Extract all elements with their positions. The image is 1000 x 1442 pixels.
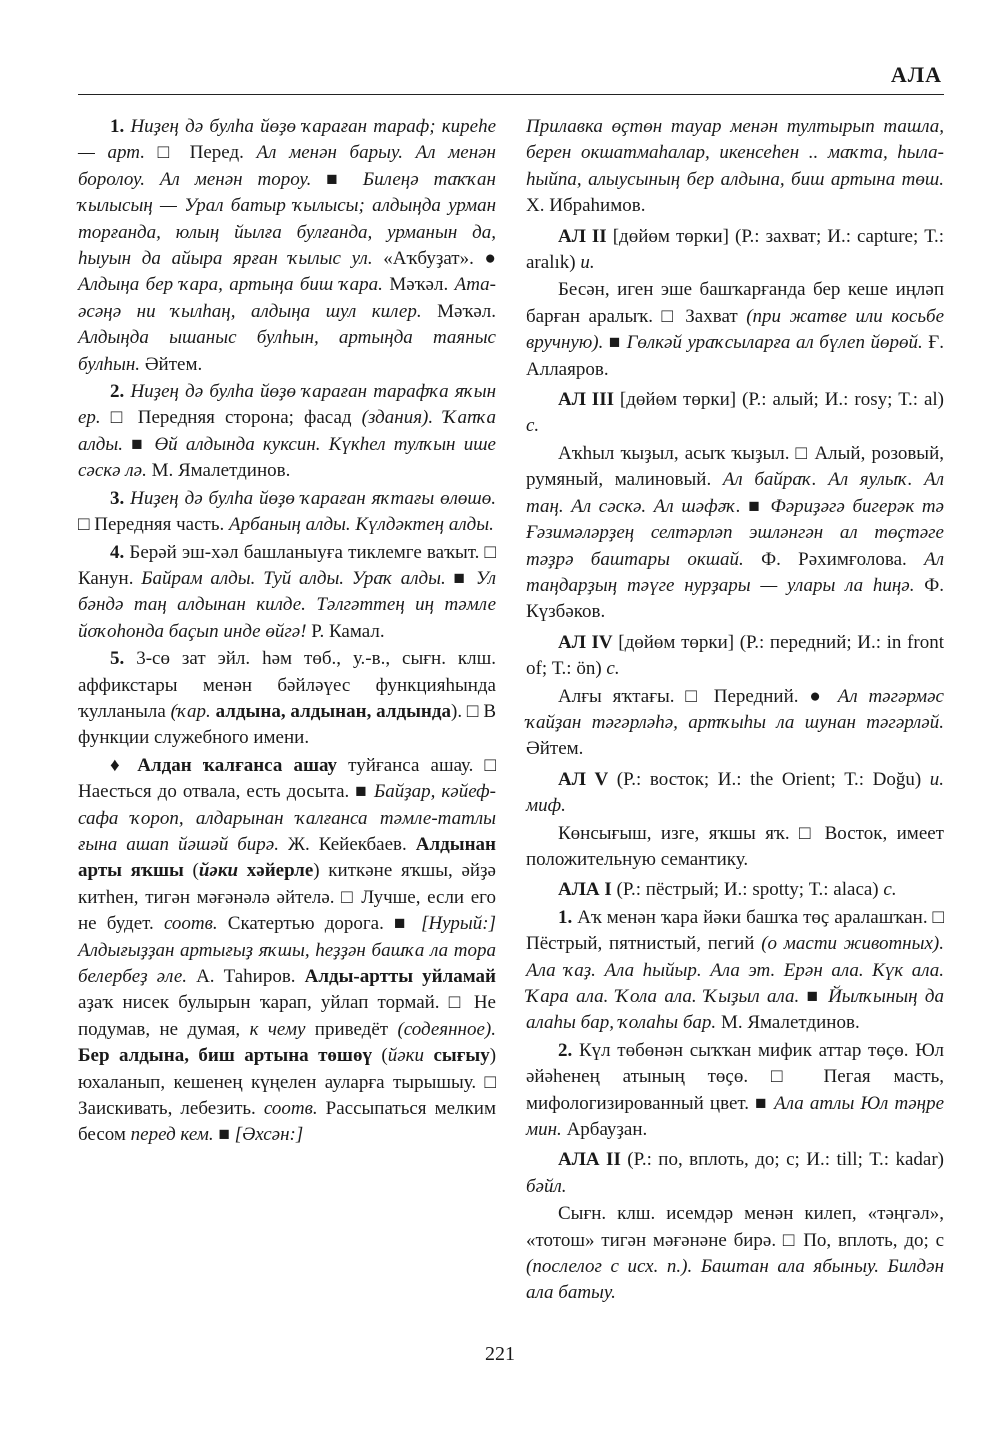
entry-al-2-def: Бесән, иген эше башҡарғанда бер кеше иңләп барған аралыҡ. □ Захват (при жатве или косьбе вручную). ■ Гөлкәй ураҡсыларға ал бүлеп йөрөй. Ғ. Аллаяров.: [526, 279, 945, 380]
entry-ala-2-def: Сығн. клш. исемдәр менән килеп, «тәңгәл», «тотош» тигән мәғәнәне бирә. □ По, вплоть, до; с (послелог с исх. п.). Баштан ала ябыныу. Билдән ала батыу.: [526, 1203, 944, 1304]
entry-al-4-def: Алғы яҡтағы. □ Передний. ● Ал тәгәрмәс ҡайҙан тәгәрләһә, артҡыһы ла шунан тәгәрләй. Әйтем.: [526, 685, 944, 760]
continuation: Прилавка өҫтөн тауар менән тултырып ташла, берен окшатмаһалар, икенсеһен .. маҡта, һыла-һыйпа, алыусының бер алдына, биш артына төш. Х. Ибраһимов.: [526, 116, 944, 217]
entry-al-3: АЛ III [дөйөм төрки] (Р.: алый; И.: rosy; Т.: al) с.: [526, 389, 944, 437]
sense-3: 3. Ниҙең дә булһа йөҙө ҡараған яҡтағы өлөшө. □ Передняя часть. Арбаның алды. Күлдәктең алды.: [78, 487, 496, 536]
entry-al-5: АЛ V (Р.: восток; И.: the Orient; Т.: Doğu) и. миф.: [526, 768, 944, 817]
sense-2: 2. Ниҙең дә булһа йөҙө ҡараған тарафҡа яҡын ер. □ Передняя сторона; фасад (здания). Ҡапҡа алды. ■ Өй алдында куксин. Күкһел тулҡын ише сәскә лә. М. Ямалетдинов.: [78, 381, 496, 482]
entry-ala-2: АЛА II (Р.: по, вплоть, до; с; И.: till; Т.: kadar) бәйл.: [526, 1149, 945, 1197]
idiom-block: ♦ Алдан ҡалғанса ашау туйғанса ашау. □ Наесться до отвала, есть досыта. ■ Байҙар, кәйеф-сафа ҡороп, алдарынан ҡалғанса тәмле-татлы ғына ашап йәшәй бирә. Ж. Кейекбаев. Алдынан арты яҡшы (йәки хәйерле) киткәне яҡшы, әйҙә китһен, тигән мәғәнәлә әйтелә. □ Лучше, если его не будет. соотв. Скатертью дорога. ■ [Нурый:] Алдығыҙҙан артығыҙ яҡшы, һеҙҙән башҡа ла тора белербеҙ әле. А. Таһиров. Алды-артты уйламай аҙаҡ нисек булырын ҡарап, уйлап тормай. □ Не подумав, не думая, к чему приведёт (содеянное). Бер алдына, биш артына төшөү (йәки сығыу) юхаланып, кешенең күңелен ауларға тырышыу. □ Заискивать, лебезить. соотв. Рассыпаться мелким бесом перед кем. ■ [Әхсән:]: [78, 754, 497, 1146]
sense-4: 4. Берәй эш-хәл башланыуға тиклемге ваҡыт. □ Канун. Байрам алды. Туй алды. Ураҡ алды. ■ Ул бәндә таң алдынан килде. Тәлгәттең иң тәмле йоҡоһонда баҫып инде өйгә! Р. Камал.: [78, 541, 496, 642]
page-number: 221: [485, 1343, 515, 1365]
entry-al-3-def: Аҡһыл ҡыҙыл, асыҡ ҡыҙыл. □ Алый, розовый, румяный, малиновый. Ал байраҡ. Ал яулыҡ. Ал таң. Ал сәскә. Ал шәфәҡ. ■ Фәриҙәгә бигерәк тә Ғәзимәләрҙең селтәрләп эшләнгән ал төҫтәге тәҙрә баштары окшай. Ф. Рәхимғолова. Ал таңдарҙың тәүге нурҙары — улары ла һиңә. Ф. Күзбәков.: [526, 442, 944, 623]
entry-al-2: АЛ II [дөйөм төрки] (Р.: захват; И.: capture; Т.: aralık) и.: [526, 225, 944, 274]
running-head: АЛА: [890, 62, 942, 87]
entry-al-4: АЛ IV [дөйөм төрки] (Р.: передний; И.: in front of; Т.: ön) с.: [526, 631, 944, 680]
sense-1: 1. Ниҙең дә булһа йөҙө ҡараған тараф; киреһе — арт. □ Перед. Ал менән барыу. Ал менән боролоу. Ал менән тороу. ■ Билеңә таҡҡан ҡылысың — Урал батыр ҡылысы; алдыңда урман торғанда, юлың йылға булғанда, урманын да, һыуын да айыра ярған ҡылыс ул. «Аҡбуҙат». ● Алдыңа бер ҡара, артыңа биш ҡара. Мәҡәл. Ата-әсәңә ни ҡылһаң, алдыңа шул килер. Мәҡәл. Алдыңда ышаныс булһын, артыңда таяныс булһын. Әйтем.: [78, 116, 497, 375]
entry-ala-1-sense-1: 1. Аҡ менән ҡара йәки башҡа төҫ аралашҡан. □ Пёстрый, пятнистый, пегий (о масти животных). Ала ҡаҙ. Ала һыйыр. Ала эт. Ерән ала. Күк ала. Ҡара ала. Ҡола ала. Ҡыҙыл ала. ■ Йылҡының да алаһы бар, ҡолаһы бар. М. Ямалетдинов.: [526, 906, 945, 1034]
entry-ala-1-sense-2: 2. Күл төбөнән сыҡҡан мифик аттар төҫө. Юл әйәһенең атының төҫө. □ Пегая масть, мифологизированный цвет. ■ Ала атлы Юл тәңре мин. Арбауҙан.: [526, 1039, 944, 1141]
entry-al-5-def: Көнсығыш, изге, яҡшы яҡ. □ Восток, имеет положительную семантику.: [526, 822, 944, 870]
entry-ala-1: АЛА I (Р.: пёстрый; И.: spotty; Т.: alaca) с.: [558, 879, 897, 901]
sense-5: 5. 3-сө зат эйл. һәм төб., у.-в., сығн. клш. аффикстары менән бәйләүес функцияһында ҡулланыла (ҡар. алдына, алдынан, алдында). □ В функции служебного имени.: [78, 648, 496, 749]
header-rule: [78, 94, 944, 95]
left-column: [78, 114, 496, 1150]
right-column: [526, 114, 944, 1308]
